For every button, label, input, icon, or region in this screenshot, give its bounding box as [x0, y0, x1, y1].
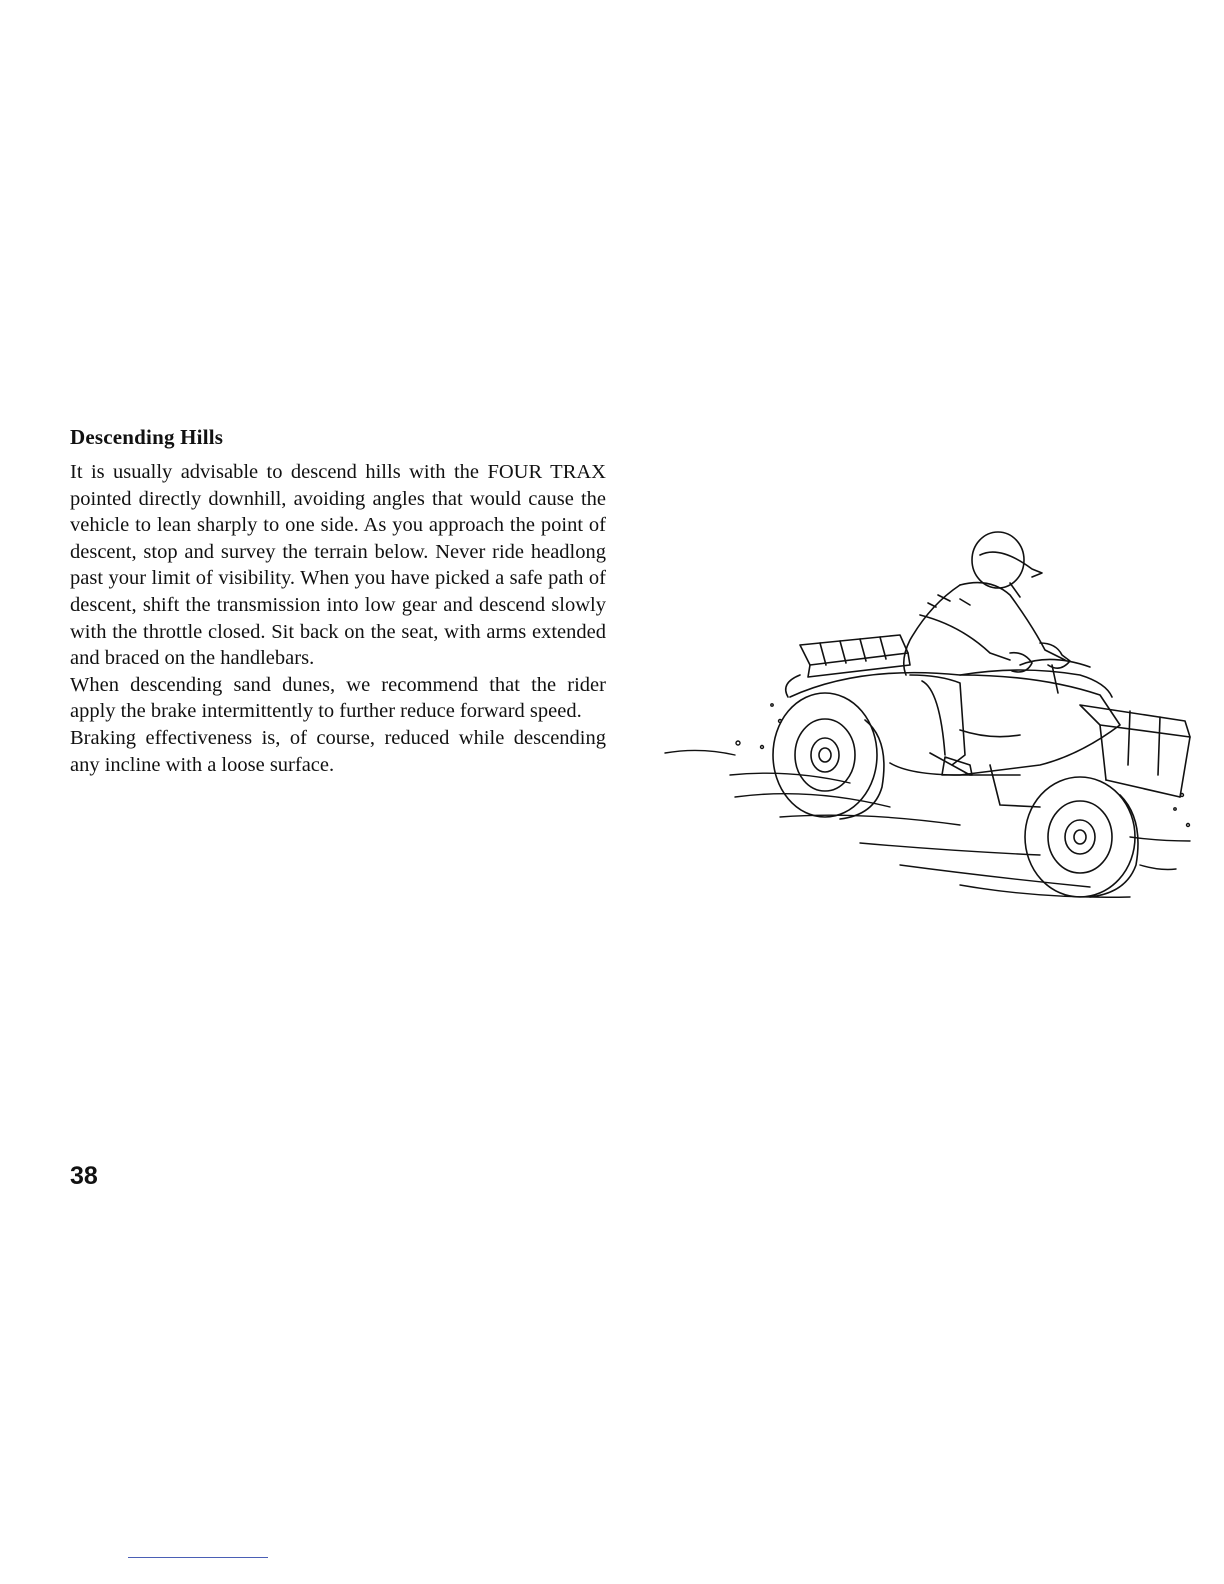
rider — [904, 532, 1070, 775]
rear-rack — [786, 635, 910, 697]
paragraph-braking: Braking effectiveness is, of course, reduced while descending any incline with a loose surface. — [70, 726, 606, 776]
body-text — [70, 459, 606, 778]
footer-divider — [128, 1557, 268, 1558]
section-heading: Descending Hills — [70, 425, 224, 449]
rear-wheel — [773, 693, 884, 819]
paragraph-sand-dunes: When descending sand dunes, we recommend that the rider apply the brake intermittently to further reduce forward speed. — [70, 673, 606, 723]
front-wheel — [1025, 777, 1138, 897]
page-number: 38 — [70, 1162, 98, 1190]
ground-streaks — [665, 704, 1190, 897]
paragraph-descent-technique: It is usually advisable to descend hills with the FOUR TRAX pointed directly downhill, avoiding angles that would cause the vehicle to lean sharply to one side. As you approach the point of descent, stop and survey the terrain below. Never ride headlong past your limit of visibility. When you have picked a safe path of descent, shift the transmission into low gear and descend slowly with the throttle closed. Sit back on the seat, with arms extended and braced on the handlebars. — [70, 461, 606, 670]
atv-rider-illustration — [660, 525, 1200, 910]
front-rack — [1080, 705, 1190, 797]
